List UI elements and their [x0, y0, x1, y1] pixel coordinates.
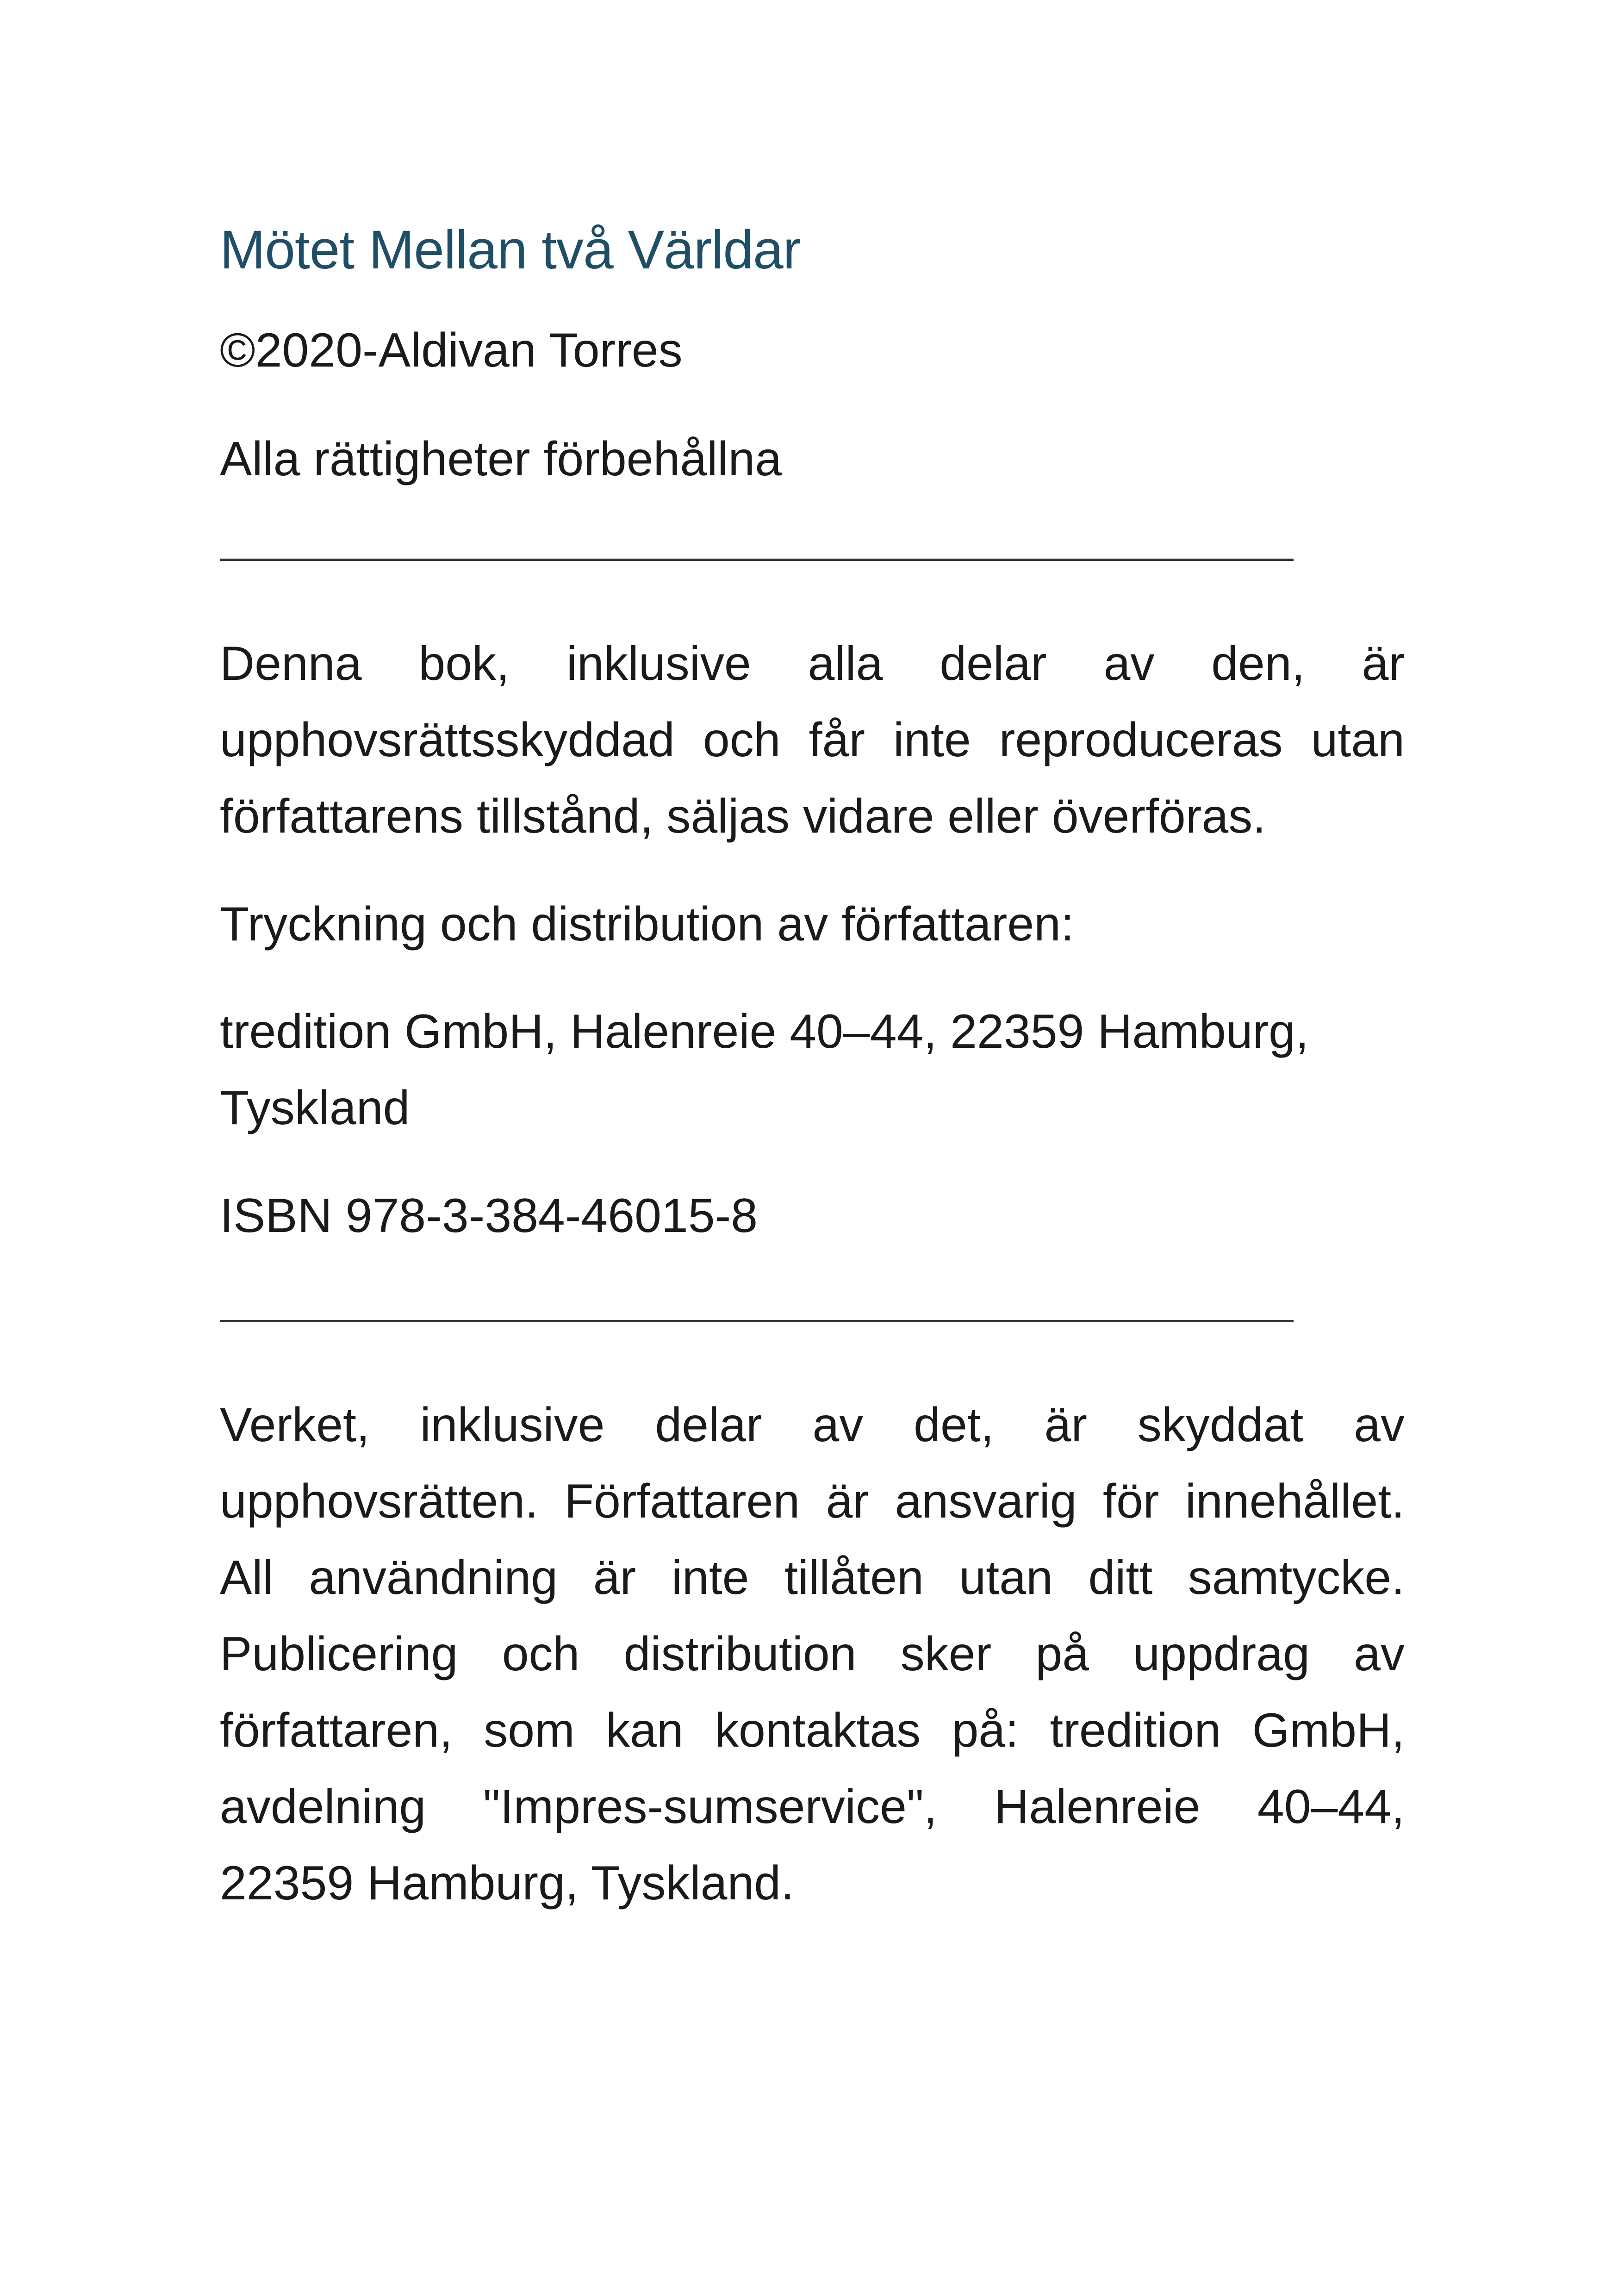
isbn-number: ISBN 978-3-384-46015-8 — [220, 1188, 758, 1243]
copyright-line: ©2020-Aldivan Torres — [220, 323, 683, 377]
printer-address: tredition GmbH, Halenreie 40–44, 22359 Hamburg, Tyskland — [220, 1004, 1309, 1135]
rights-reserved: Alla rättigheter förbehållna — [220, 432, 782, 486]
publisher-notice-paragraph: Verket, inklusive delar av det, är skyddat av upphovsrätten. Författaren är ansvarig för innehållet. All användning är inte tillåten utan ditt samtycke. Publicering och distribution sker på uppdrag av författaren, som kan kontaktas på: tredition GmbH, avdelning "Impres-sumservice", Halenreie 40–44, 22359 Hamburg, Tyskland. — [220, 1398, 1405, 1910]
copyright-page — [220, 218, 1405, 1922]
copyright-notice-paragraph: Denna bok, inklusive alla delar av den, är upphovsrättsskyddad och får inte reproduceras utan författarens tillstånd, säljas vidare eller överföras. — [220, 636, 1405, 843]
print-distribution-label: Tryckning och distribution av författaren: — [220, 897, 1074, 951]
book-title: Mötet Mellan två Världar — [220, 219, 801, 280]
divider-rule — [220, 559, 1294, 561]
divider-rule — [220, 1320, 1294, 1322]
